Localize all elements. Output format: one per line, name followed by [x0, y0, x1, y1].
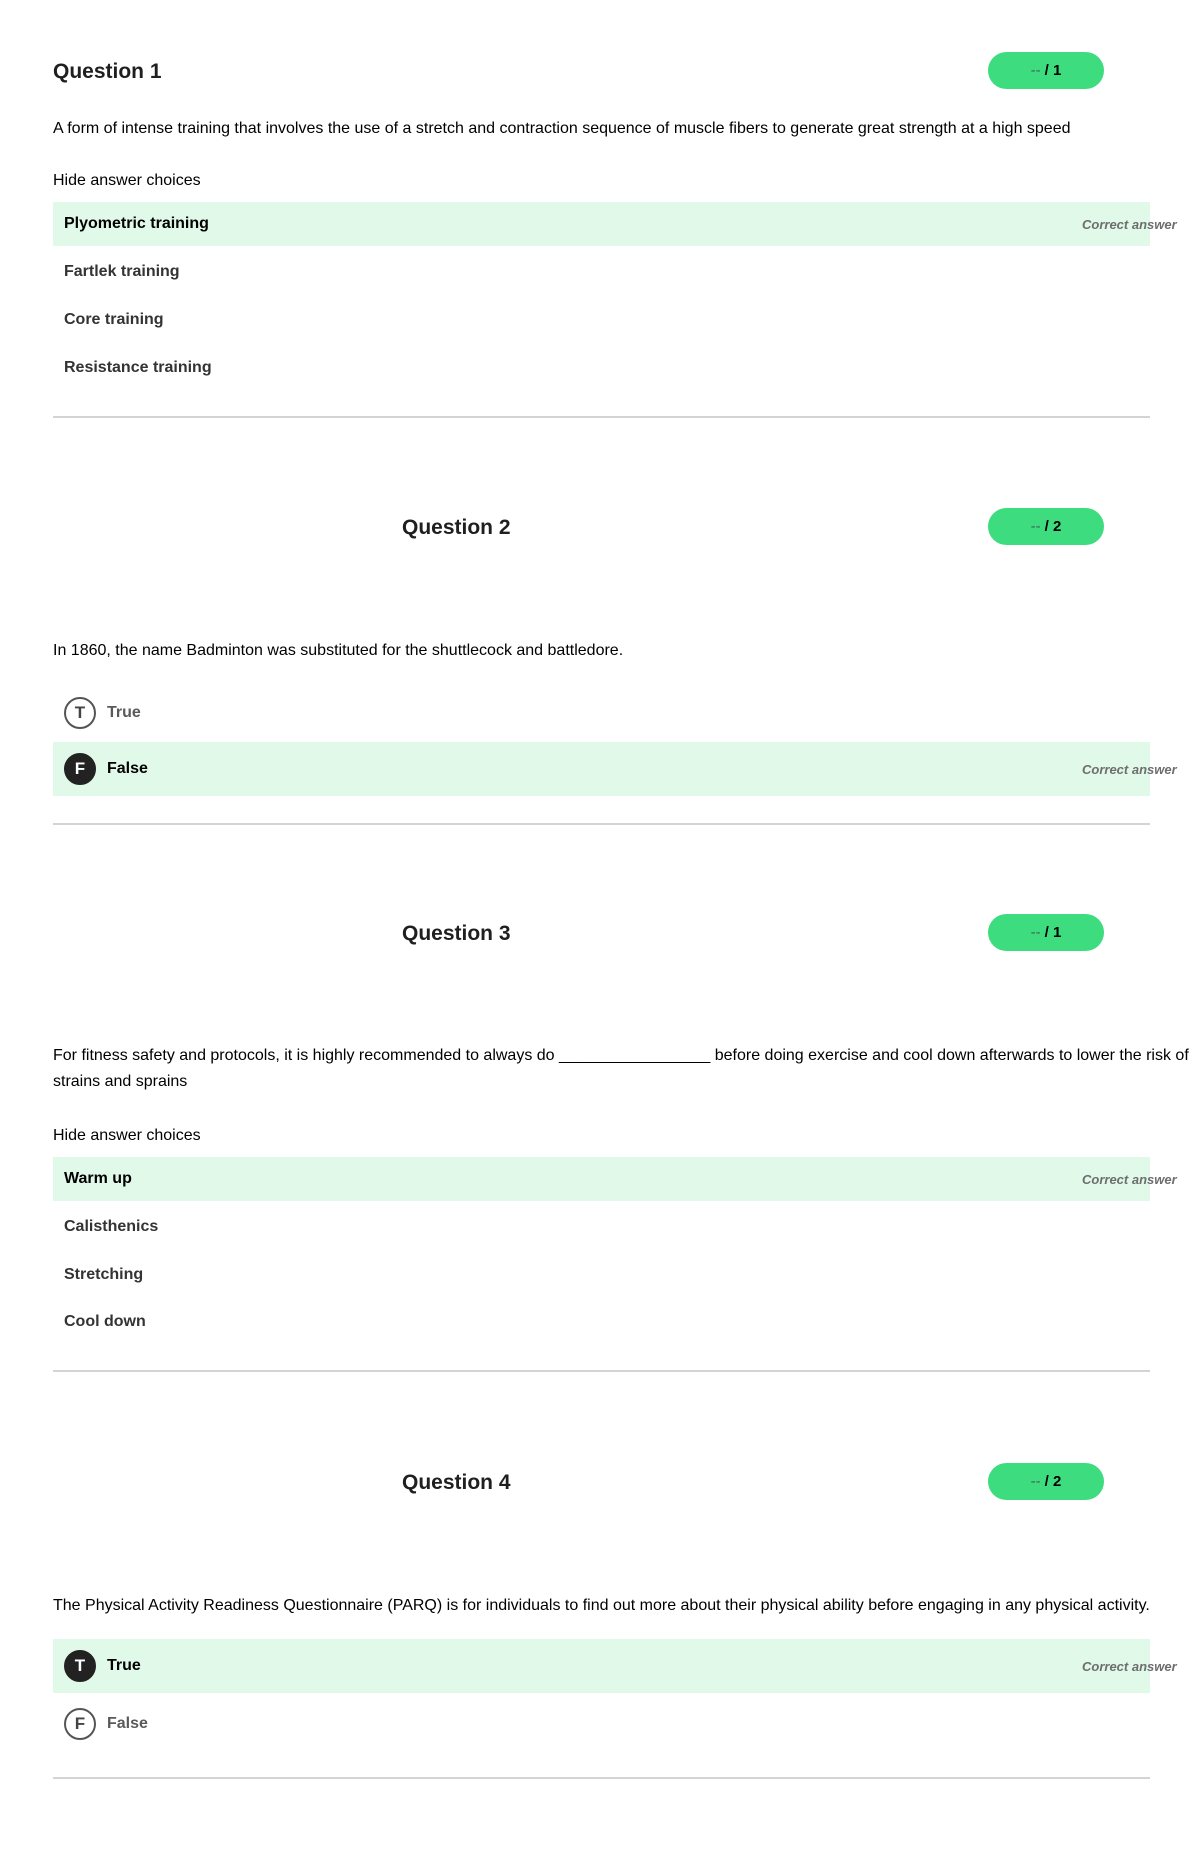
answer-choice[interactable]: Cool down — [64, 1313, 146, 1330]
question-title: Question 4 — [402, 1471, 511, 1494]
true-letter-icon: T — [64, 1650, 96, 1682]
answer-choice-correct[interactable]: Plyometric training Correct answer — [53, 202, 1150, 246]
answer-choice[interactable]: Core training — [64, 311, 164, 328]
question-header — [53, 1463, 1150, 1503]
question-divider — [53, 1370, 1150, 1372]
false-option-correct[interactable]: F False Correct answer — [53, 742, 1150, 796]
question-text: A form of intense training that involves the use of a stretch and contraction sequence of muscle fibers to generate great strength at a high speed — [53, 120, 1071, 137]
question-text: The Physical Activity Readiness Questionnaire (PARQ) is for individuals to find out more about their physical ability before engaging in any physical activity. — [53, 1597, 1150, 1614]
true-letter-icon: T — [64, 697, 96, 729]
false-letter-icon: F — [64, 753, 96, 785]
true-option-correct[interactable]: T True Correct answer — [53, 1639, 1150, 1693]
question-divider — [53, 416, 1150, 418]
false-option[interactable]: F False — [53, 1697, 1150, 1751]
answer-choice[interactable]: Resistance training — [64, 359, 212, 376]
question-divider — [53, 823, 1150, 825]
question-title: Question 3 — [402, 922, 511, 945]
hide-answer-choices-toggle[interactable]: Hide answer choices — [53, 172, 201, 189]
hide-answer-choices-toggle[interactable]: Hide answer choices — [53, 1127, 201, 1144]
question-text-line-1: For fitness safety and protocols, it is highly recommended to always do _________________ before doing exercise and cool down afterwards to lower the risk of — [53, 1047, 1189, 1064]
question-text-line-2: strains and sprains — [53, 1073, 188, 1090]
question-header — [53, 914, 1150, 954]
question-divider — [53, 1777, 1150, 1779]
score-badge: -- / 2 — [988, 508, 1104, 545]
score-badge: -- / 1 — [988, 914, 1104, 951]
correct-answer-note: Correct answer — [1082, 1658, 1177, 1674]
false-letter-icon: F — [64, 1708, 96, 1740]
question-header — [53, 52, 1150, 92]
question-title: Question 1 — [53, 60, 162, 83]
correct-answer-note: Correct answer — [1082, 761, 1177, 777]
answer-choice[interactable]: Fartlek training — [64, 263, 180, 280]
correct-answer-note: Correct answer — [1082, 1171, 1177, 1187]
question-text: In 1860, the name Badminton was substituted for the shuttlecock and battledore. — [53, 642, 624, 659]
score-badge: -- / 2 — [988, 1463, 1104, 1500]
answer-choice[interactable]: Calisthenics — [64, 1218, 159, 1235]
question-title: Question 2 — [402, 516, 511, 539]
score-badge: -- / 1 — [988, 52, 1104, 89]
true-option[interactable]: T True — [53, 686, 1150, 740]
answer-choice-correct[interactable]: Warm up Correct answer — [53, 1157, 1150, 1201]
correct-answer-note: Correct answer — [1082, 216, 1177, 232]
answer-choice[interactable]: Stretching — [64, 1266, 144, 1283]
question-header — [53, 508, 1150, 548]
